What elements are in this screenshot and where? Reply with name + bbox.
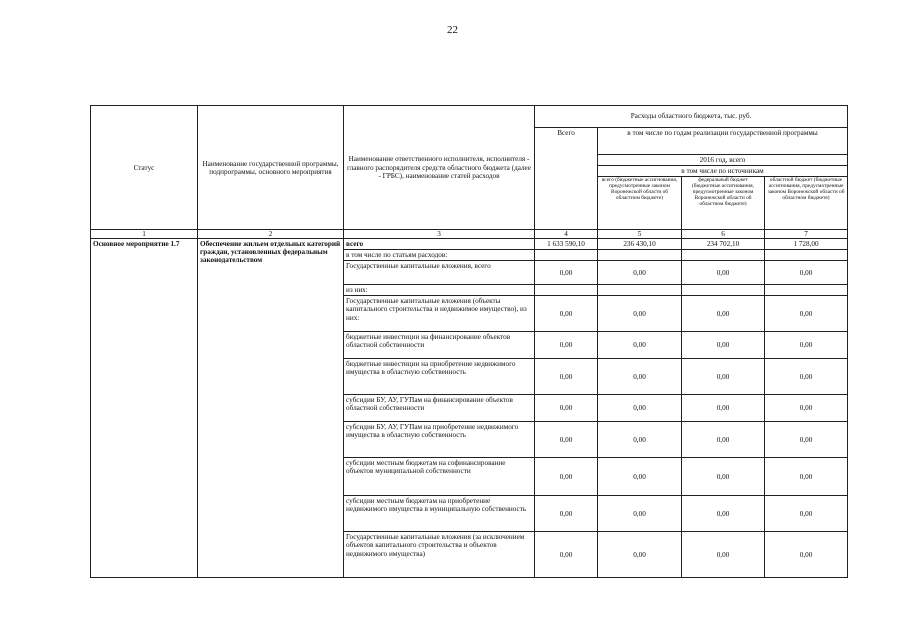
header-status: Статус: [91, 106, 198, 230]
row-label: из них:: [344, 285, 535, 296]
table-row: [91, 239, 848, 250]
row-regional: 0,00: [765, 359, 848, 395]
row-year-all: 0,00: [598, 332, 682, 359]
row-total: 0,00: [535, 496, 598, 532]
header-year: 2016 год, всего: [598, 155, 848, 166]
row-label: в том числе по статьям расходов:: [344, 250, 535, 261]
column-number: 5: [598, 230, 682, 239]
row-total: 0,00: [535, 458, 598, 496]
row-regional: 0,00: [765, 458, 848, 496]
row-federal: 234 702,10: [682, 239, 765, 250]
row-federal: 0,00: [682, 296, 765, 332]
header-by-years: в том числе по годам реализации государственной программы: [598, 128, 848, 155]
row-year-all: 0,00: [598, 422, 682, 458]
row-total: 0,00: [535, 395, 598, 422]
column-number: 1: [91, 230, 198, 239]
header-program-name: Наименование государственной программы, подпрограммы, основного мероприятия: [198, 106, 344, 230]
row-label: субсидии местным бюджетам на софинансирование объектов муниципальной собственности: [344, 458, 535, 496]
row-regional: [765, 250, 848, 261]
row-regional: 0,00: [765, 261, 848, 285]
row-total: 0,00: [535, 532, 598, 578]
row-total: [535, 250, 598, 261]
column-number: 2: [198, 230, 344, 239]
header-source-regional: областной бюджет (бюджетные ассигнования, предусмотренные законом Воронежской области об областном бюджете): [765, 177, 848, 230]
row-regional: 0,00: [765, 532, 848, 578]
row-regional: 0,00: [765, 422, 848, 458]
row-label: Государственные капитальные вложения, всего: [344, 261, 535, 285]
row-regional: [765, 285, 848, 296]
name-cell: Обеспечение жильем отдельных категорий граждан, установленных федеральным законодательством: [198, 239, 344, 578]
row-federal: 0,00: [682, 332, 765, 359]
row-total: 0,00: [535, 359, 598, 395]
row-total: 0,00: [535, 296, 598, 332]
page-number: 22: [447, 24, 458, 36]
column-number: 4: [535, 230, 598, 239]
row-year-all: 0,00: [598, 359, 682, 395]
row-year-all: [598, 285, 682, 296]
row-year-all: 0,00: [598, 395, 682, 422]
row-total: 0,00: [535, 332, 598, 359]
column-number: 7: [765, 230, 848, 239]
row-federal: 0,00: [682, 458, 765, 496]
row-regional: 0,00: [765, 496, 848, 532]
row-year-all: [598, 250, 682, 261]
header-by-sources: в том числе по источникам: [598, 166, 848, 177]
row-federal: 0,00: [682, 395, 765, 422]
row-label: Государственные капитальные вложения (объекты капитального строительства и недвижимое имущество), из них:: [344, 296, 535, 332]
row-year-all: 0,00: [598, 296, 682, 332]
row-federal: 0,00: [682, 496, 765, 532]
row-label: бюджетные инвестиции на приобретение недвижимого имущества в областную собственность: [344, 359, 535, 395]
row-regional: 1 728,00: [765, 239, 848, 250]
row-federal: 0,00: [682, 261, 765, 285]
row-federal: [682, 250, 765, 261]
row-federal: 0,00: [682, 532, 765, 578]
row-regional: 0,00: [765, 332, 848, 359]
row-label: Государственные капитальные вложения (за исключением объектов капитального строительства и объектов недвижимого имущества): [344, 532, 535, 578]
header-source-all: всего (бюджетные ассигнования, предусмотренные законом Воронежской области об областном бюджете): [598, 177, 682, 230]
row-total: [535, 285, 598, 296]
row-federal: 0,00: [682, 359, 765, 395]
row-federal: 0,00: [682, 422, 765, 458]
status-cell: Основное мероприятие 1.7: [91, 239, 198, 578]
header-executor: Наименование ответственного исполнителя, исполнителя - главного распорядителя средств областного бюджета (далее - ГРБС), наименование статей расходов: [344, 106, 535, 230]
row-label: субсидии местным бюджетам на приобретение недвижимого имущества в муниципальную собственность: [344, 496, 535, 532]
row-total: 0,00: [535, 422, 598, 458]
row-label: всего: [344, 239, 535, 250]
row-label: субсидии БУ, АУ, ГУПам на приобретение недвижимого имущества в областную собственность: [344, 422, 535, 458]
header-source-federal: федеральный бюджет (бюджетные ассигнования, предусмотренные законом Воронежской области об областном бюджете): [682, 177, 765, 230]
column-number-row: [91, 230, 848, 239]
row-year-all: 0,00: [598, 496, 682, 532]
row-label: бюджетные инвестиции на финансирование объектов областной собственности: [344, 332, 535, 359]
budget-table: [90, 105, 848, 578]
row-year-all: 236 430,10: [598, 239, 682, 250]
header-expenses-title: Расходы областного бюджета, тыс. руб.: [535, 106, 848, 128]
column-number: 6: [682, 230, 765, 239]
row-year-all: 0,00: [598, 532, 682, 578]
row-total: 1 633 590,10: [535, 239, 598, 250]
row-federal: [682, 285, 765, 296]
row-year-all: 0,00: [598, 261, 682, 285]
row-year-all: 0,00: [598, 458, 682, 496]
row-regional: 0,00: [765, 395, 848, 422]
header-total: Всего: [535, 128, 598, 230]
row-regional: 0,00: [765, 296, 848, 332]
row-label: субсидии БУ, АУ, ГУПам на финансирование объектов областной собственности: [344, 395, 535, 422]
row-total: 0,00: [535, 261, 598, 285]
column-number: 3: [344, 230, 535, 239]
